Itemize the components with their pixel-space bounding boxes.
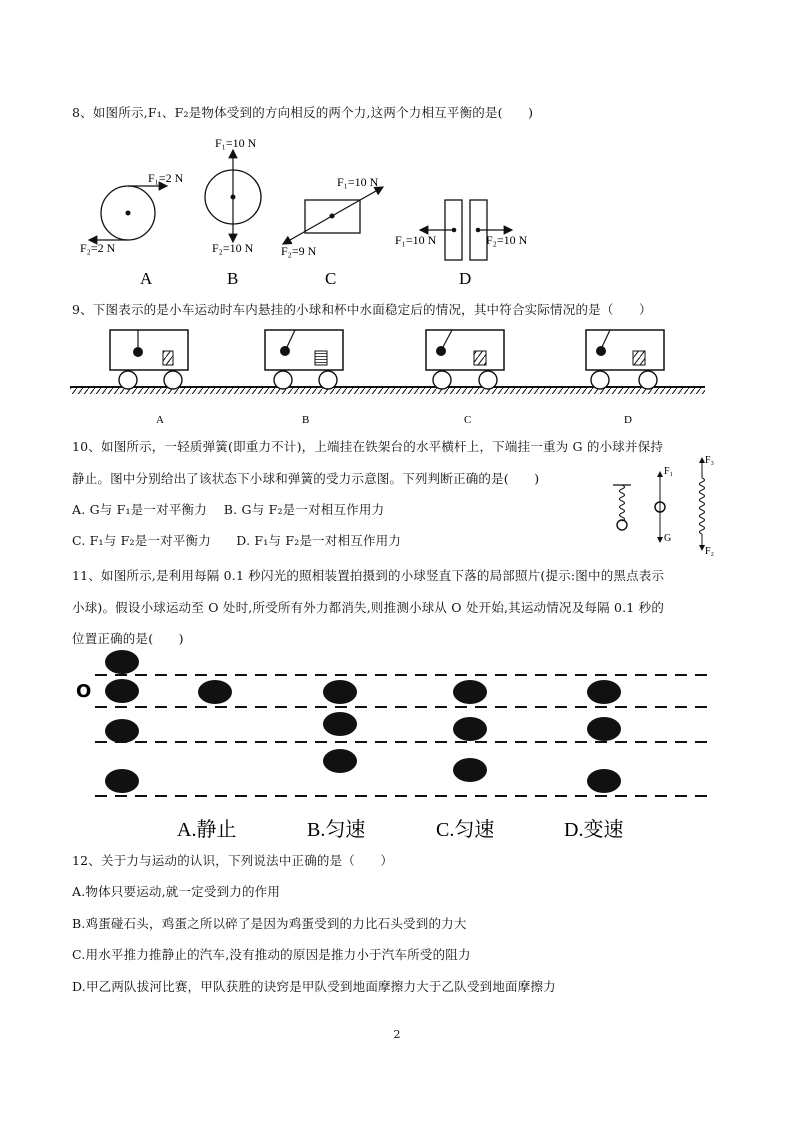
q10-label-f2: F₂ xyxy=(705,546,715,557)
q10-option-cd: C. F₁与 F₂是一对平衡力 D. F₁与 F₂是一对相互作用力 xyxy=(72,533,402,548)
q8-c-letter: C xyxy=(325,269,337,288)
q8-b-letter: B xyxy=(227,269,239,288)
q11-option-d: D.变速 xyxy=(564,819,624,841)
q9-label-c: C xyxy=(464,414,472,426)
q8-c-f2: F₂=9 N xyxy=(281,244,317,258)
q11-stem-line1: 11、如图所示,是利用每隔 0.1 秒闪光的照相装置拍摄到的小球竖直下落的局部照片(提示:图中的黑点表示 xyxy=(72,568,665,583)
q12-option-c: C.用水平推力推静止的汽车,没有推动的原因是推力小于汽车所受的阻力 xyxy=(72,947,471,962)
q9-label-d: D xyxy=(624,414,632,426)
q8-figure xyxy=(75,130,555,290)
q11-option-c: C.匀速 xyxy=(436,819,495,841)
q12-stem: 12、关于力与运动的认识，下列说法中正确的是（ ） xyxy=(72,853,394,868)
q10-stem-line1: 10、如图所示，一轻质弹簧(即重力不计)，上端挂在铁架台的水平横杆上，下端挂一重为 G 的小球并保持 xyxy=(72,439,664,454)
q8-a-f2: F₂=2 N xyxy=(80,241,116,255)
q8-b-f1: F₁=10 N xyxy=(215,136,257,150)
q11-balls-c xyxy=(453,680,487,782)
q11-balls-d xyxy=(587,680,621,793)
q9-car-a xyxy=(110,330,188,389)
q8-c-f1: F₁=10 N xyxy=(337,175,379,189)
q8-option-c-diagram xyxy=(281,175,383,288)
q10-stem-line2: 静止。图中分别给出了该状态下小球和弹簧的受力示意图。下列判断正确的是( ) xyxy=(72,471,540,486)
q10-figure xyxy=(605,450,725,560)
q12-option-b: B.鸡蛋碰石头，鸡蛋之所以碎了是因为鸡蛋受到的力比石头受到的力大 xyxy=(72,916,467,931)
q8-option-d-diagram xyxy=(395,200,528,288)
q9-label-b: B xyxy=(302,414,310,426)
q8-a-letter: A xyxy=(140,269,153,288)
q8-d-f2: F₂=10 N xyxy=(486,233,528,247)
q11-balls-b xyxy=(323,680,357,773)
q9-label-a: A xyxy=(156,414,164,426)
q11-stem-line3: 位置正确的是( ) xyxy=(72,631,184,646)
q10-label-f3: F₃ xyxy=(705,455,715,466)
q11-figure xyxy=(70,645,720,845)
q10-label-g: G xyxy=(664,533,672,544)
q8-b-f2: F₂=10 N xyxy=(212,241,254,255)
q9-car-c xyxy=(426,330,504,389)
q12-option-a: A.物体只要运动,就一定受到力的作用 xyxy=(72,884,281,899)
q10-label-f1: F₁ xyxy=(664,466,674,477)
q8-d-f1: F₁=10 N xyxy=(395,233,437,247)
q8-option-a-diagram xyxy=(80,171,184,288)
q11-stem-line2: 小球)。假设小球运动至 O 处时,所受所有外力都消失,则推测小球从 O 处开始,其运动情况及每隔 0.1 秒的 xyxy=(72,600,665,615)
q9-stem: 9、下图表示的是小车运动时车内悬挂的小球和杯中水面稳定后的情况，其中符合实际情况的是（ ） xyxy=(72,302,652,317)
q11-option-b: B.匀速 xyxy=(307,819,366,841)
q11-option-a: A.静止 xyxy=(177,819,237,841)
q8-stem: 8、如图所示,F₁、F₂是物体受到的方向相反的两个力,这两个力相互平衡的是( ) xyxy=(72,105,534,120)
page-number: 2 xyxy=(393,1028,401,1041)
q11-origin-label: O xyxy=(76,681,92,702)
q12-option-d: D.甲乙两队拔河比赛，甲队获胜的诀窍是甲队受到地面摩擦力大于乙队受到地面摩擦力 xyxy=(72,979,556,994)
q9-car-b xyxy=(265,330,343,389)
q8-d-letter: D xyxy=(459,269,472,288)
q10-option-ab: A. G与 F₁是一对平衡力 B. G与 F₂是一对相互作用力 xyxy=(72,502,385,517)
q9-car-d xyxy=(586,330,664,389)
q8-option-b-diagram xyxy=(205,136,261,288)
q9-figure xyxy=(70,325,710,430)
q8-a-f1: F₁=2 N xyxy=(148,171,184,185)
q11-column-a xyxy=(105,650,139,793)
q11-ball-a xyxy=(198,680,232,704)
